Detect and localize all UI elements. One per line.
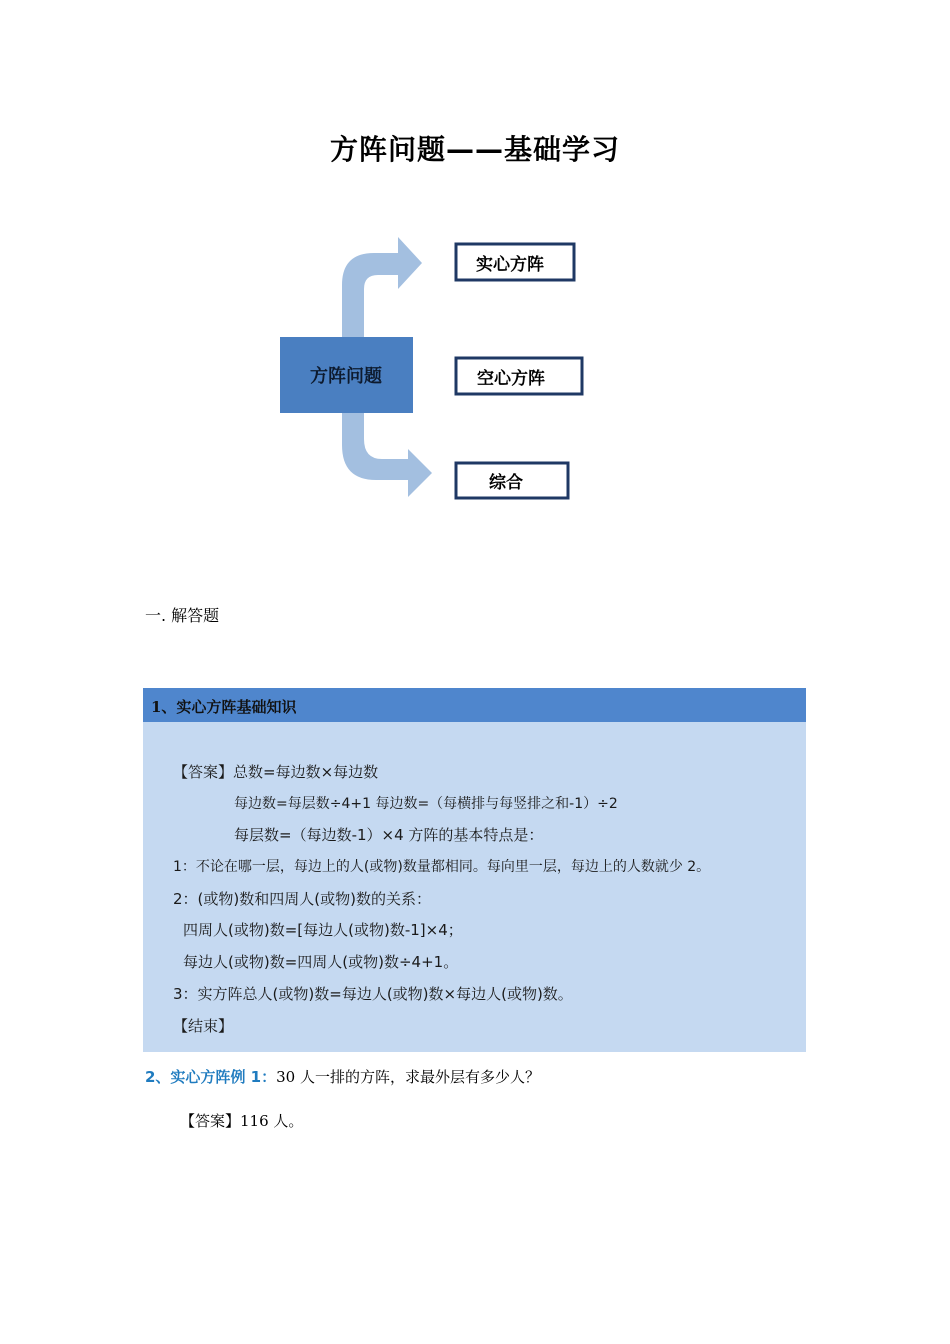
page-title: 方阵问题——基础学习 [329, 133, 620, 166]
branch-label-3: 综合 [489, 473, 523, 493]
arrow-to-branch-1 [342, 237, 422, 340]
knowledge-panel [143, 688, 806, 1052]
diagram-center-label: 方阵问题 [310, 366, 382, 387]
question-2-text: 30 人一排的方阵，求最外层有多少人？ [276, 1068, 540, 1086]
branch-diagram [270, 225, 610, 515]
panel-line: 1：不论在哪一层，每边上的人(或物)数量都相同。每向里一层，每边上的人数就少 2。 [173, 859, 711, 875]
branch-label-2: 空心方阵 [477, 369, 545, 389]
panel-line: 每边数=每层数÷4+1 每边数=（每横排与每竖排之和-1）÷2 [234, 796, 618, 812]
panel-line: 【答案】总数=每边数×每边数 [173, 763, 379, 781]
answer-2: 【答案】116 人。 [180, 1112, 304, 1130]
branch-label-1: 实心方阵 [476, 255, 544, 275]
panel-line: 2：(或物)数和四周人(或物)数的关系： [173, 890, 431, 908]
panel-line: 3：实方阵总人(或物)数=每边人(或物)数×每边人(或物)数。 [173, 985, 573, 1003]
arrow-to-branch-3 [342, 410, 432, 497]
panel-line: 【结束】 [173, 1017, 234, 1035]
panel-line: 每层数=（每边数-1）×4 方阵的基本特点是： [234, 826, 544, 844]
question-2 [145, 1066, 540, 1087]
panel-header [143, 688, 806, 722]
panel-line: 每边人(或物)数=四周人(或物)数÷4+1。 [183, 953, 459, 971]
panel-line: 四周人(或物)数=[每边人(或物)数-1]×4； [183, 921, 463, 939]
panel-header-text: 1、实心方阵基础知识 [151, 698, 297, 716]
section-heading: 一. 解答题 [145, 606, 220, 625]
question-2-label: 2、实心方阵例 1： [145, 1068, 277, 1086]
